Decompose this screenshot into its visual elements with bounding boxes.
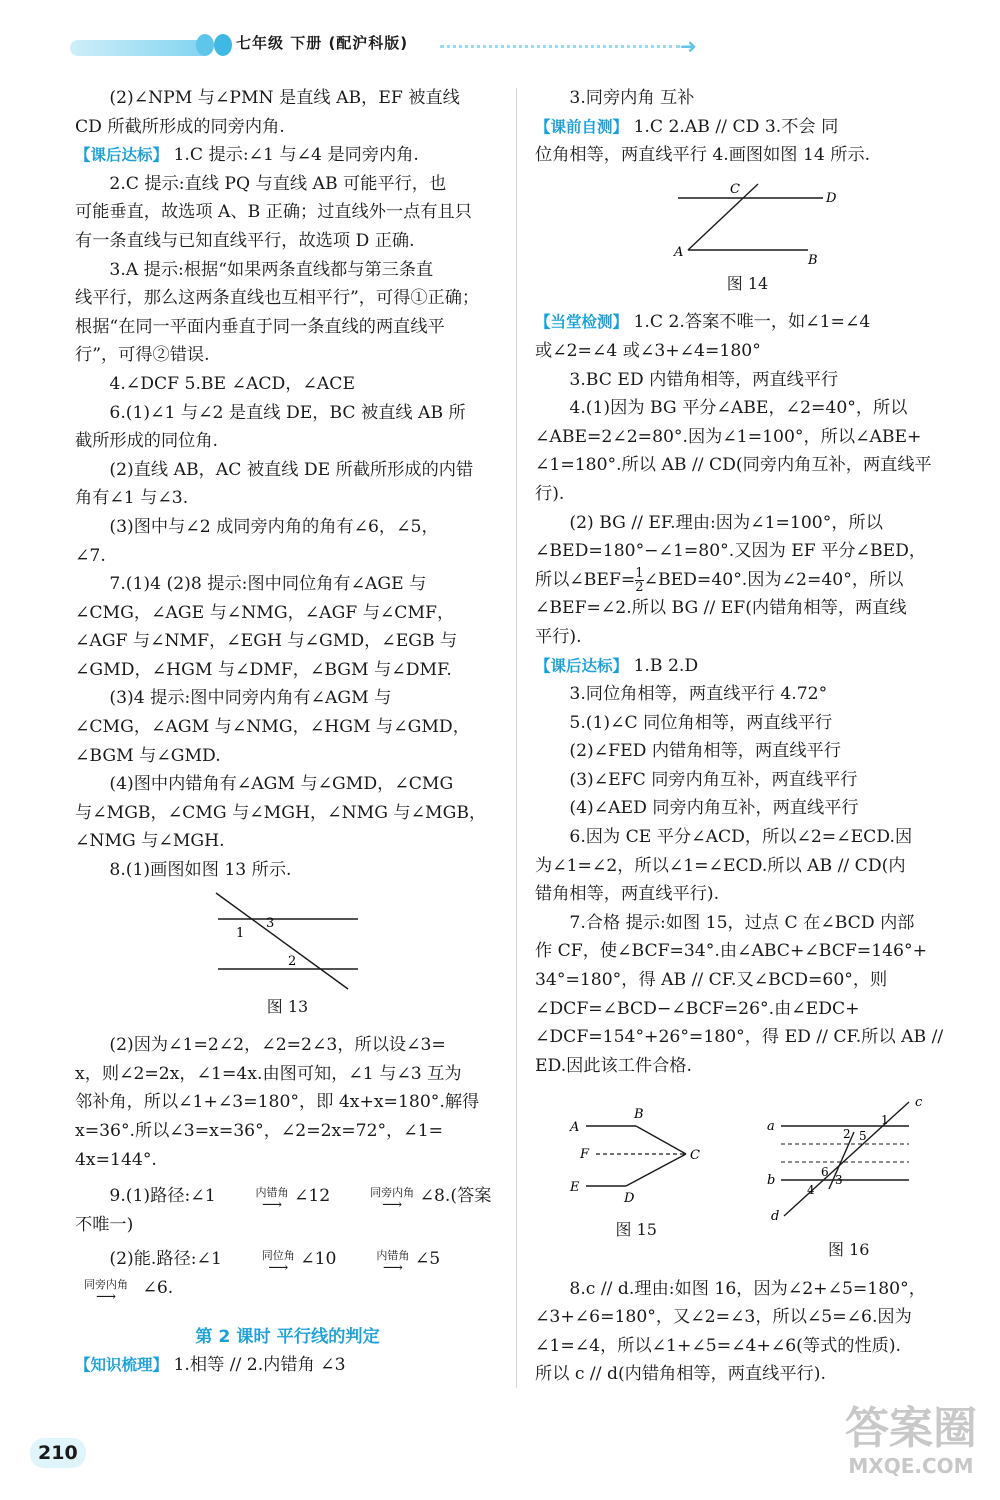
angle-label-2: 2 (287, 953, 296, 969)
text-line (535, 113, 960, 142)
text-span: ∠BED=40°.因为∠2=40°，所以 (643, 569, 904, 590)
arrow-label: 同旁内角 (84, 1277, 128, 1291)
text-line: 行”，可得②错误. (75, 345, 210, 366)
line-label-b: b (766, 1173, 776, 1189)
text-line: CD 所截所形成的同旁内角. (75, 116, 285, 137)
angle-label-3: 3 (834, 1173, 843, 1188)
text-line: 3.同旁内角 互补 (569, 88, 695, 108)
text-line: ∠DCF=154°+26°=180°，得 ED // CF.所以 AB // (535, 1027, 944, 1048)
right-column (535, 84, 960, 1389)
text-line: 7.(1)4 (2)8 提示:图中同位角有∠AGE 与 (109, 574, 427, 595)
labeled-arrow: 同位角 ⟶ (227, 1250, 294, 1274)
text-line: 位角相等，两直线平行 4.画图如图 14 所示. (535, 145, 871, 166)
text-line: ∠BED=180°−∠1=80°.又因为 EF 平分∠BED， (535, 541, 927, 562)
text-line: ED.因此该工件合格. (535, 1055, 692, 1076)
angle-label-5: 5 (858, 1129, 867, 1144)
text-line: 角有∠1 与∠3. (75, 488, 189, 509)
watermark-sub: MXQE.COM (848, 1454, 974, 1478)
text-line: (2) BG // EF.理由:因为∠1=100°，所以 (569, 512, 883, 533)
text-line: (4)∠AED 同旁内角互补，两直线平行 (569, 798, 859, 819)
text-line: ∠NMG 与∠MGH. (75, 831, 225, 852)
text-line: ∠AGF 与∠NMF，∠EGH 与∠GMD，∠EGB 与 (75, 631, 458, 652)
fraction-denominator: 2 (635, 579, 644, 595)
text-line: (3)4 提示:图中同旁内角有∠AGM 与 (109, 688, 392, 709)
section-tag: 【课前自测】 (535, 117, 629, 136)
text-line: 线平行，那么这两条直线也互相平行”，可得①正确； (75, 288, 480, 309)
line-label-d: d (770, 1209, 780, 1225)
header-decoration (70, 40, 210, 56)
text-line: 有一条直线与已知直线平行，故选项 D 正确. (75, 230, 415, 251)
text-line: 34°=180°，得 AB // CF.又∠BCD=60°，则 (535, 970, 888, 991)
text-line: x=36°.所以∠3=x=36°，∠2=2x=72°，∠1= (75, 1121, 444, 1141)
text-line: ∠DCF=∠BCD−∠BCF=26°.由∠EDC+ (535, 998, 860, 1019)
point-label-a: A (673, 244, 683, 260)
text-span: 1.C 2.答案不唯一，如∠1=∠4 (628, 312, 871, 333)
text-line: ∠BGM 与∠GMD. (75, 745, 221, 766)
text-line: (3)图中与∠2 成同旁内角的角有∠6，∠5， (109, 516, 439, 537)
text-span: ∠8.(答案 (419, 1186, 492, 1207)
text-line: 6.因为 CE 平分∠ACD，所以∠2=∠ECD.因 (569, 827, 913, 848)
path-line (75, 1182, 500, 1211)
point-label-c: C (729, 181, 740, 197)
text-line: (2)∠FED 内错角相等，两直线平行 (569, 741, 841, 762)
section-tag: 【课后达标】 (75, 146, 169, 165)
text-line: (2)因为∠1=2∠2，∠2=2∠3，所以设∠3= (109, 1035, 446, 1056)
labeled-arrow: 同旁内角 ⟶ (336, 1187, 414, 1211)
point-label-b: B (807, 252, 818, 268)
arrow-label: 同旁内角 (370, 1185, 415, 1199)
left-column (75, 84, 500, 1380)
figure-caption: 图 14 (726, 273, 769, 293)
text-span: ∠12 (293, 1186, 331, 1207)
text-line: 或∠2=∠4 或∠3+∠4=180° (535, 340, 761, 361)
text-line: ∠1=180°.所以 AB // CD(同旁内角互补，两直线平 (535, 455, 932, 476)
text-line: 行). (535, 483, 565, 504)
figure-13 (208, 891, 368, 991)
section-tag: 【当堂检测】 (535, 313, 629, 332)
figure-caption: 图 16 (828, 1240, 870, 1259)
angle-label-1: 1 (235, 925, 244, 941)
text-line: (3)∠EFC 同旁内角互补，两直线平行 (569, 769, 858, 790)
text-line: 截所形成的同位角. (75, 431, 218, 452)
fraction-numerator: 1 (635, 565, 644, 581)
line-label-a: a (766, 1119, 775, 1135)
figure-16 (759, 1094, 939, 1224)
watermark-logo (836, 1404, 986, 1494)
section-tag: 【知识梳理】 (75, 1356, 169, 1375)
text-line: ∠ABE=2∠2=80°.因为∠1=100°，所以∠ABE+ (535, 426, 922, 447)
text-line: (4)图中内错角有∠AGM 与∠GMD，∠CMG (109, 774, 454, 795)
arrow-label: 同位角 (261, 1248, 295, 1262)
text-line: 为∠1=∠2，所以∠1=∠ECD.所以 AB // CD(内 (535, 855, 906, 876)
angle-label-3: 3 (265, 915, 274, 931)
column-divider (516, 88, 517, 1388)
text-line: ∠BEF=∠2.所以 BG // EF(内错角相等，两直线 (535, 598, 907, 619)
text-span: 1.C 提示:∠1 与∠4 是同旁内角. (168, 145, 419, 166)
text-span: 所以∠BEF= (535, 569, 636, 590)
text-span: ∠10 (300, 1249, 337, 1270)
figure-15-wrap (556, 1094, 716, 1274)
text-line: ∠7. (75, 545, 106, 566)
labeled-arrow: 同旁内角 ⟶ (75, 1279, 137, 1303)
text-line (535, 308, 960, 337)
text-line (535, 652, 960, 681)
text-line (535, 566, 960, 595)
text-span: ∠5 (414, 1249, 441, 1270)
figure-caption: 图 13 (266, 996, 309, 1016)
text-line: 4.∠DCF 5.BE ∠ACD，∠ACE (109, 373, 355, 394)
arrow-label: 内错角 (255, 1185, 289, 1199)
text-line: ∠CMG，∠AGE 与∠NMG，∠AGF 与∠CMF， (75, 602, 455, 623)
point-label-d: D (825, 190, 836, 206)
angle-label-6: 6 (820, 1165, 829, 1180)
labeled-arrow: 内错角 ⟶ (342, 1250, 409, 1274)
text-span: 9.(1)路径:∠1 (109, 1186, 216, 1207)
text-span: 1.B 2.D (628, 655, 699, 676)
page-number: 210 (30, 1438, 86, 1468)
figure-caption: 图 15 (615, 1220, 657, 1239)
arrow-label: 内错角 (376, 1248, 410, 1262)
text-span: 1.相等 // 2.内错角 ∠3 (168, 1355, 346, 1376)
point-label-a: A (570, 1120, 580, 1136)
text-line: 4x=144°. (75, 1149, 157, 1170)
figure-row (535, 1094, 960, 1274)
text-line: 所以 c // d(内错角相等，两直线平行). (535, 1364, 826, 1385)
text-line: 不唯一) (75, 1214, 134, 1235)
text-line: 8.c // d.理由:如图 16，因为∠2+∠5=180°， (569, 1278, 926, 1299)
point-label-f: F (580, 1147, 590, 1163)
header-blob-icon (214, 34, 232, 56)
text-line: ∠GMD，∠HGM 与∠DMF，∠BGM 与∠DMF. (75, 659, 452, 680)
watermark-main: 答案圈 (845, 1403, 977, 1454)
point-label-d: D (624, 1191, 635, 1205)
text-line: 可能垂直，故选项 A、B 正确；过直线外一点有且只 (75, 202, 472, 223)
text-line: 根据“在同一平面内垂直于同一条直线的两直线平 (75, 316, 445, 337)
text-line: ∠3+∠6=180°，又∠2=∠3，所以∠5=∠6.因为 (535, 1307, 912, 1328)
text-line: 3.A 提示:根据“如果两条直线都与第三条直 (109, 259, 434, 280)
page-header (0, 30, 1000, 60)
angle-label-4: 4 (806, 1183, 815, 1198)
path-line (75, 1274, 500, 1303)
point-label-b: B (634, 1107, 644, 1123)
point-label-c: C (690, 1148, 701, 1164)
arrow-right-icon: ➜ (680, 34, 697, 58)
text-line: 错角相等，两直线平行). (535, 884, 720, 905)
text-line: 2.C 提示:直线 PQ 与直线 AB 可能平行，也 (109, 173, 447, 194)
text-span: ∠6. (142, 1277, 174, 1298)
text-line: (2)∠NPM 与∠PMN 是直线 AB，EF 被直线 (109, 88, 460, 108)
section-tag: 【课后达标】 (535, 656, 629, 675)
text-line: 3.BC ED 内错角相等，两直线平行 (569, 369, 839, 390)
point-label-e: E (570, 1180, 580, 1196)
labeled-arrow: 内错角 ⟶ (221, 1187, 288, 1211)
angle-label-1: 1 (880, 1113, 889, 1128)
text-line: 邻补角，所以∠1+∠3=180°，即 4x+x=180°.解得 (75, 1092, 480, 1113)
section-title: 第 2 课时 平行线的判定 (195, 1326, 380, 1347)
path-line (75, 1245, 500, 1274)
text-line: 平行). (535, 626, 582, 647)
header-dotted-line (440, 45, 680, 48)
text-line: (2)直线 AB，AC 被直线 DE 所截所形成的内错 (109, 459, 474, 480)
text-line: 与∠MGB，∠CMG 与∠MGH，∠NMG 与∠MGB， (75, 802, 487, 823)
figure-14 (658, 176, 838, 268)
header-title: 七年级 下册 (配沪科版) (236, 34, 409, 52)
angle-label-2: 2 (842, 1127, 851, 1142)
figure-15 (556, 1094, 716, 1204)
fraction (635, 567, 643, 594)
text-line: 5.(1)∠C 同位角相等，两直线平行 (569, 712, 833, 733)
text-line: 3.同位角相等，两直线平行 4.72° (569, 684, 828, 705)
header-blob-icon (196, 34, 214, 56)
text-span: (2)能.路径:∠1 (109, 1249, 222, 1270)
text-line (75, 141, 500, 170)
text-line: 8.(1)画图如图 13 所示. (109, 860, 292, 881)
text-line: 作 CF，使∠BCF=34°.由∠ABC+∠BCF=146°+ (535, 941, 927, 962)
line-label-c: c (914, 1095, 923, 1111)
text-line (75, 1351, 500, 1380)
text-line: 7.合格 提示:如图 15，过点 C 在∠BCD 内部 (569, 912, 915, 933)
text-span: 1.C 2.AB // CD 3.不会 同 (628, 116, 839, 137)
text-line: ∠CMG，∠AGM 与∠NMG，∠HGM 与∠GMD， (75, 717, 470, 738)
text-line: x，则∠2=2x，∠1=4x.由图可知，∠1 与∠3 互为 (75, 1063, 462, 1084)
text-line: 6.(1)∠1 与∠2 是直线 DE，BC 被直线 AB 所 (109, 402, 466, 423)
figure-16-wrap (759, 1094, 939, 1274)
text-line: ∠1=∠4，所以∠1+∠5=∠4+∠6(等式的性质). (535, 1335, 901, 1356)
text-line: 4.(1)因为 BG 平分∠ABE，∠2=40°，所以 (569, 398, 908, 419)
